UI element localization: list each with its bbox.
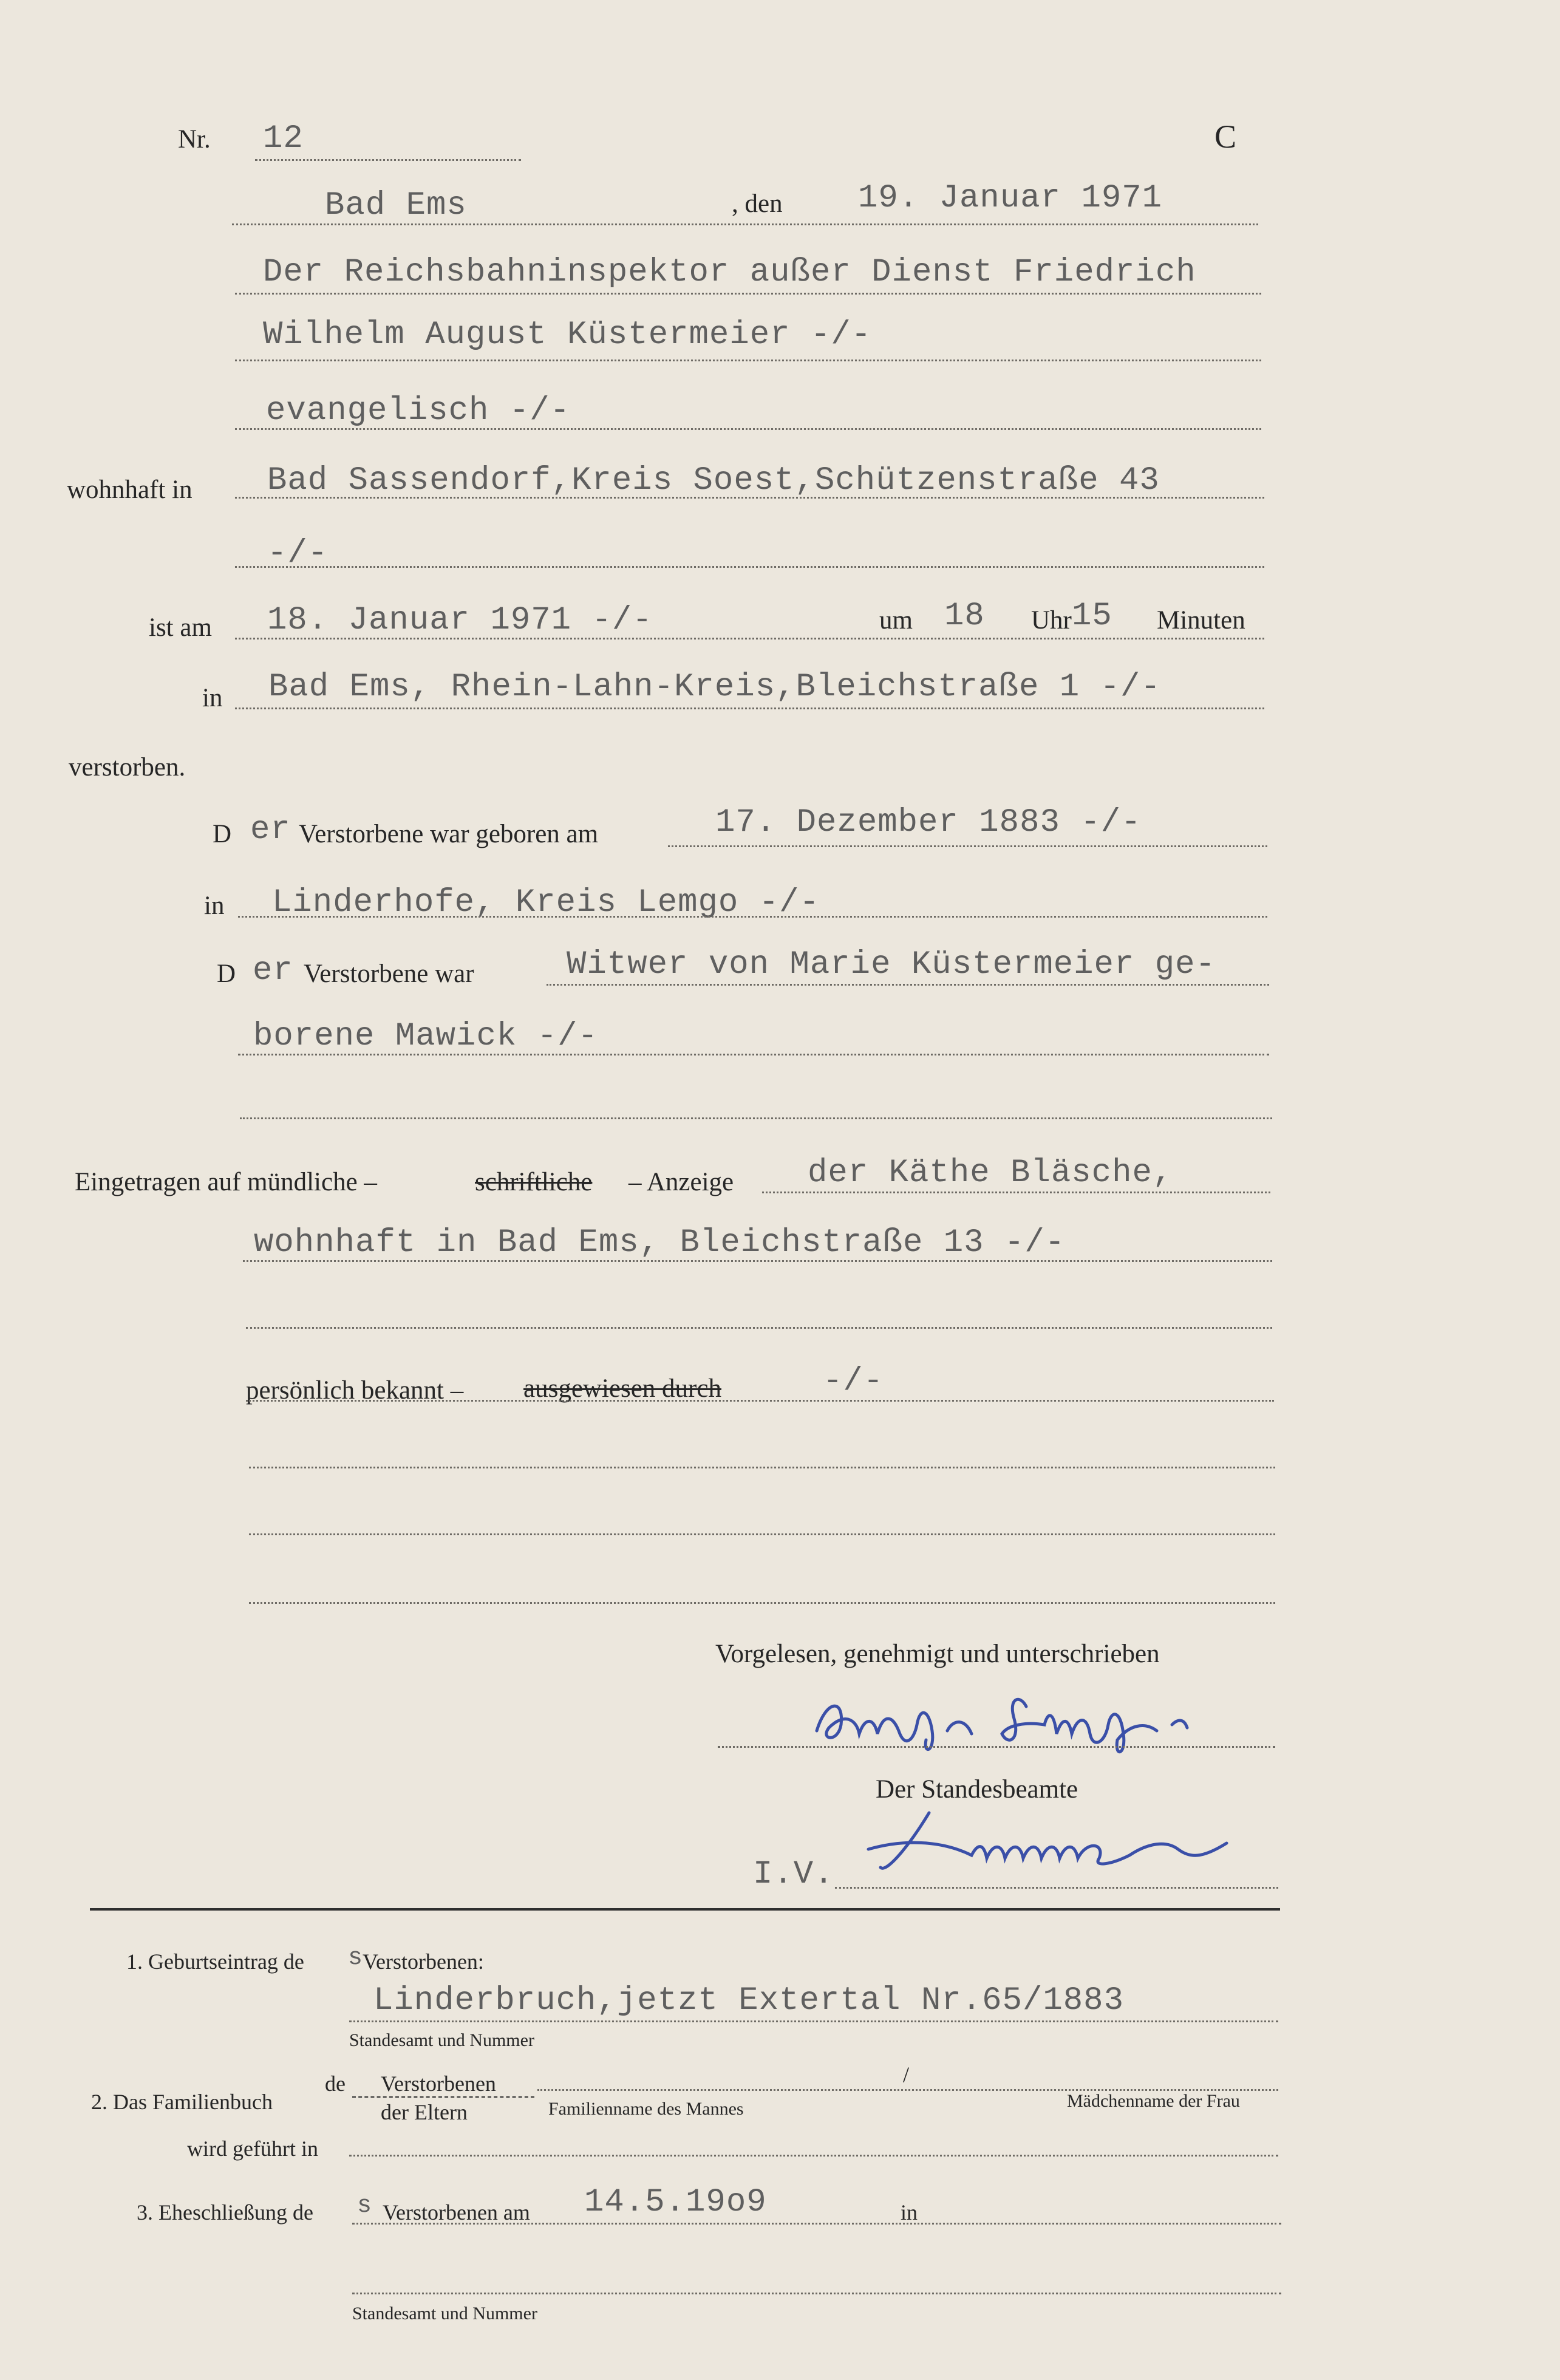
person-line-2-rule <box>235 360 1261 361</box>
footer-item1-label: 1. Geburtseintrag de <box>126 1949 304 1974</box>
birth-date-rule <box>668 845 1267 847</box>
death-minute: 15 <box>1072 598 1112 635</box>
footer-item2-label: 2. Das Familienbuch <box>91 2090 273 2114</box>
date-value: 19. Januar 1971 <box>858 180 1163 217</box>
blank-rule-5 <box>249 1602 1275 1604</box>
status-line-2: borene Mawick -/- <box>253 1018 598 1055</box>
person-line-2: Wilhelm August Küstermeier -/- <box>263 316 872 353</box>
identity-value: -/- <box>823 1363 884 1400</box>
birth-date: 17. Dezember 1883 -/- <box>715 804 1142 841</box>
footer-separator <box>90 1908 1280 1911</box>
death-in-label: in <box>202 684 223 712</box>
death-place-rule <box>235 708 1264 709</box>
person-line-1-rule <box>235 293 1261 295</box>
footer-item2-slash: / <box>903 2062 910 2087</box>
informant-signature-rule <box>718 1746 1275 1748</box>
birth-d-label: D <box>213 820 232 848</box>
footer-item2-husband-caption: Familienname des Mannes <box>548 2099 744 2119</box>
blank-rule-3 <box>249 1467 1275 1468</box>
footer-item2-der-eltern: der Eltern <box>381 2100 468 2124</box>
birth-in-label: in <box>204 892 225 920</box>
footer-item1-rule <box>349 2020 1278 2022</box>
status-line-2-rule <box>238 1054 1269 1055</box>
footer-item2-verstorbenen: Verstorbenen <box>381 2071 496 2096</box>
footer-item3-caption: Standesamt und Nummer <box>352 2303 537 2324</box>
death-date: 18. Januar 1971 -/- <box>267 602 653 639</box>
registration-label-prefix: Eingetragen auf mündliche – <box>75 1168 377 1196</box>
religion-rule <box>235 428 1261 430</box>
register-letter: C <box>1214 118 1237 155</box>
nr-underline <box>255 159 521 161</box>
death-hour: 18 <box>944 598 985 635</box>
uhr-label: Uhr <box>1031 606 1072 635</box>
residence-line-1-rule <box>235 497 1264 499</box>
status-er: er <box>253 952 293 989</box>
registrar-label: Der Standesbeamte <box>876 1775 1078 1804</box>
death-place: Bad Ems, Rhein-Lahn-Kreis,Bleichstraße 1 -/- <box>268 669 1161 706</box>
ist-am-label: ist am <box>149 613 212 642</box>
footer-item2-fraction-bar <box>352 2096 534 2098</box>
registration-line-2: wohnhaft in Bad Ems, Bleichstraße 13 -/- <box>254 1224 1066 1261</box>
um-label: um <box>879 606 913 635</box>
footer-item3-rule <box>352 2223 1281 2225</box>
registration-line-1-rule <box>762 1192 1270 1193</box>
birth-place-rule <box>238 916 1267 918</box>
den-label: , den <box>732 189 783 218</box>
footer-item3-rule-2 <box>352 2293 1281 2294</box>
footer-item1-value: Linderbruch,jetzt Extertal Nr.65/1883 <box>373 1982 1124 2019</box>
registration-struck-word: schriftliche <box>475 1168 593 1196</box>
footer-item3-s: s <box>357 2192 373 2220</box>
death-date-rule <box>235 638 1264 639</box>
read-approved-label: Vorgelesen, genehmigt und unterschrieben <box>715 1640 1160 1668</box>
registration-label-suffix: – Anzeige <box>628 1168 734 1196</box>
birth-er: er <box>250 811 291 848</box>
iv-label: I.V. <box>753 1856 834 1893</box>
registration-line-2-rule <box>243 1260 1272 1262</box>
registrar-signature-rule <box>835 1887 1278 1889</box>
registrar-signature <box>862 1801 1287 1892</box>
blank-rule-2 <box>246 1327 1272 1329</box>
identity-label-prefix: persönlich bekannt – <box>246 1376 464 1405</box>
footer-item1-s: s <box>348 1945 364 1972</box>
birth-place: Linderhofe, Kreis Lemgo -/- <box>272 884 820 921</box>
footer-item3-suffix: Verstorbenen am <box>383 2200 530 2225</box>
footer-item2-wird-gefuehrt: wird geführt in <box>187 2136 318 2161</box>
status-label: Verstorbene war <box>304 960 474 988</box>
person-line-1: Der Reichsbahninspektor außer Dienst Friedrich <box>263 254 1196 291</box>
residence-line-2-rule <box>235 566 1264 568</box>
nr-value: 12 <box>263 120 304 157</box>
status-line-1-rule <box>547 984 1269 986</box>
verstorben-label: verstorben. <box>69 753 186 782</box>
place-date-line <box>232 223 1258 225</box>
blank-rule-4 <box>249 1533 1275 1535</box>
birth-label: Verstorbene war geboren am <box>299 820 599 848</box>
residence-line-1: Bad Sassendorf,Kreis Soest,Schützenstraße 43 <box>267 462 1160 499</box>
blank-rule-1 <box>240 1117 1272 1119</box>
status-d-label: D <box>217 960 236 988</box>
footer-item3-in: in <box>901 2200 918 2225</box>
informant-signature <box>808 1682 1245 1761</box>
wohnhaft-label: wohnhaft in <box>67 476 192 504</box>
footer-item2-rule <box>349 2155 1278 2157</box>
footer-item3-date: 14.5.19o9 <box>584 2184 767 2221</box>
identity-rule <box>246 1400 1274 1402</box>
nr-label: Nr. <box>178 125 211 154</box>
residence-line-2: -/- <box>267 535 329 572</box>
footer-item2-de: de <box>325 2071 346 2096</box>
status-line-1: Witwer von Marie Küstermeier ge- <box>567 946 1216 983</box>
minuten-label: Minuten <box>1157 606 1245 635</box>
footer-item2-wife-caption: Mädchenname der Frau <box>1067 2091 1240 2111</box>
religion-value: evangelisch -/- <box>266 392 571 429</box>
footer-item1-caption: Standesamt und Nummer <box>349 2030 534 2050</box>
place-value: Bad Ems <box>325 187 467 224</box>
registration-line-1: der Käthe Bläsche, <box>808 1154 1173 1192</box>
footer-item1-suffix: Verstorbenen: <box>363 1949 484 1974</box>
identity-struck-words: ausgewiesen durch <box>523 1374 721 1403</box>
footer-item3-label: 3. Eheschließung de <box>137 2200 313 2225</box>
